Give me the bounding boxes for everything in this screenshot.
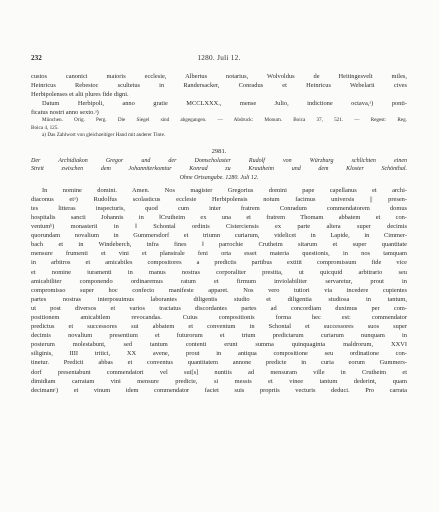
body-line: quorundam novalium in Gummersdorf et triumn curiarum, videlicet in Lapide, in Cimmer- <box>31 232 407 240</box>
previous-document-ending <box>31 72 407 140</box>
body-line: predictus et successores sui abbatem et conventum in Schontal et successores suos super <box>31 323 407 331</box>
text-line: Herbipolenses et alii plures fide digni. <box>31 91 129 99</box>
page-number: 232 <box>31 54 42 62</box>
body-line: decimamᶜ) et vinum idem commendator faciet suis propriis vecturis deduci. Pro carrata <box>31 386 407 394</box>
source-note-line: München. Orig. Perg. Die Siegel sind abgegangen. — Abdruck: Monum. Boica 37, 521. — Regest: Reg. <box>42 117 407 124</box>
text-line: Heinricus Rebestoc scultetus in Randersacker, Conradus et Heinricus Webelarii cives <box>31 82 407 90</box>
body-line: partes nostras interposuimus laborantes diligentis studio et diligentia studiosa in tantum, <box>31 295 407 303</box>
body-line: ut post diversos et varios tractatus discordantes partes ad concordiam duximus per com- <box>31 304 407 312</box>
page-header <box>31 54 407 66</box>
document-body <box>31 186 407 395</box>
body-line: tes litteras inspecturis, quod cum inter fratrem Conradum commendatorem domus <box>31 204 407 212</box>
regest <box>31 157 407 183</box>
document-page <box>31 54 407 395</box>
body-line: amicabiliter componendo ordinaremus ratum et firmum inviolabiliter servaretur, prout in <box>31 277 407 285</box>
running-title: 1280. Juli 12. <box>197 54 241 62</box>
body-line: positionem amicabilem revocandas. Cuius compositionis forma hec est: commendator <box>31 314 407 322</box>
body-line: et nomine iuramenti in manus nostras corporaliter prestita, ut quicquid arbitrario seu <box>31 268 407 276</box>
regest-line: Der Archidiakon Gregor und der Domscholaster Rudolf von Würzburg schlichten einen <box>31 157 407 164</box>
body-line: in arbitros et amicabiles compositores a predictis partibus extitit compromissum fide vice <box>31 259 407 267</box>
document-number: 2981. <box>211 147 227 155</box>
body-line: hospitalis sancti Johannis in ‖Crutheim ex una et fratrem Thomam abbatem et con- <box>31 213 407 221</box>
body-line: ventumᵇ) monasterii in ‖ Schontal ordinis Cisterciensis ex parte altera super decimis <box>31 223 407 231</box>
body-line: dimidiam carratam vini mensure predicte, si messis et vinee tantum dederint, quam <box>31 377 407 385</box>
dating-line: Datum Herbipoli, anno gratie MCCLXXX., mense Julio, indictione octava,ᵃ) ponti- <box>42 100 407 108</box>
body-line: In nomine domini. Amen. Nos magister Gregorius domini pape capellanus et archi- <box>42 186 407 194</box>
body-line: posterum molestabunt, sed tantum contenti erunt summa quinquaginta maldrorum, XXVI <box>31 341 407 349</box>
body-line: diaconus etᵃ) Rudolfus scolasticus ecclesie Herbipolensis notum facimus universis || presen- <box>31 195 407 203</box>
body-line: compromisso super hoc confecto manifeste apparet. Nos vero tutiori via incedere cupientes <box>31 286 407 294</box>
footnote: a) Das Zahlwort von gleichzeitiger Hand mit anderer Tinte. <box>42 132 166 139</box>
dating-line: ficatus nostri anno sexto.ᵃ) <box>31 109 99 117</box>
body-line: dorf presentabunt commendatori vel sui[s] nuntiis ad mensuram ville in Crutheim et <box>31 368 407 376</box>
body-line: mensure frumenti et vini et planstrale feni orta esset materia questionis, in nos tamquam <box>31 250 407 258</box>
body-line: bach et in Windeberch, infra fines ‖ parrochie Crutheim sitarum et super quantitate <box>31 241 407 249</box>
body-line: tinetur. Predicti abbas et conventus quantitatem annone predicte in curia eorum Gummers- <box>31 359 407 367</box>
date-place-line: Ohne Ortsangabe. 1280. Juli 12. <box>179 175 259 182</box>
source-note-line: Boica 4, 125. <box>31 124 59 131</box>
regest-line: Streit zwischen dem Johanniterkomtur Konrad zu Krautheim und dem Kloster Schönthal. <box>31 166 407 173</box>
text-line: custos canonici maioris ecclesie, Albertus notarius, Wolvoldus de Heitingesvelt miles, <box>31 73 407 80</box>
body-line: decimis novalium presentium et futurorum et trium predictarum curiarum nunquam in <box>31 332 407 340</box>
body-line: siliginis, IIII tritici, XX avene, prout in antiqua compositione seu ordinatione con- <box>31 350 407 358</box>
